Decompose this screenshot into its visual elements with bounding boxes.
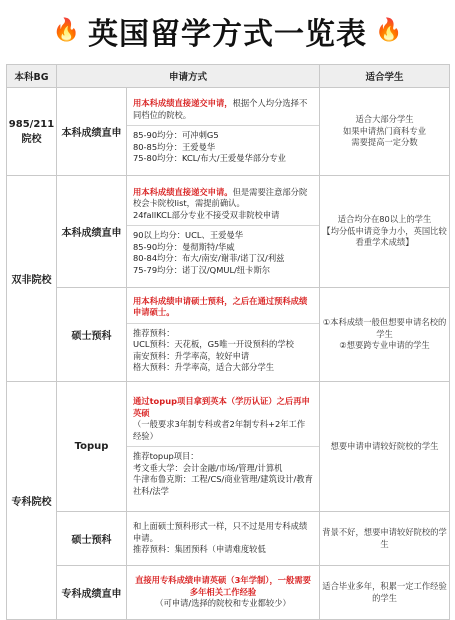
student-cell: 背景不好，想要申请较好院校的学生 bbox=[320, 512, 450, 566]
method-cell: 专科成绩直申 bbox=[57, 566, 127, 620]
page-title: 英国留学方式一览表 bbox=[88, 17, 367, 52]
category-cell: 专科院校 bbox=[7, 382, 57, 620]
method-cell: Topup bbox=[57, 382, 127, 512]
method-cell: 硕士预科 bbox=[57, 288, 127, 382]
header-bg: 本科BG bbox=[7, 65, 57, 88]
student-cell: 适合大部分学生 如果申请热门商科专业 需要提高一定分数 bbox=[320, 88, 450, 176]
fire-icon: 🔥 bbox=[52, 18, 80, 43]
description-cell: 和上面硕士预科形式一样，只不过是用专科成绩申请。 推荐预科：集团预科（申请难度较低 bbox=[127, 512, 320, 566]
method-cell: 本科成绩直申 bbox=[57, 88, 127, 176]
description-cell: 直接用专科成绩申请英硕（3年学制），一般需要多年相关工作经验 （可申请/选择的院校和专业都较少） bbox=[127, 566, 320, 620]
header-student: 适合学生 bbox=[320, 65, 450, 88]
student-cell: ①本科成绩一般但想要申请名校的学生 ②想要跨专业申请的学生 bbox=[320, 288, 450, 382]
description-cell: 通过topup项目拿到英本（学历认证）之后再申英硕 （一般要求3年制专科或者2年制专科+2年工作经验） 推荐topup项目： 考文垂大学：会计金融/市场/管理/计算机 牛津布鲁克斯：工程/CS/商业管理/建筑设计/教育社科/法学 bbox=[127, 382, 320, 512]
title-bar bbox=[0, 0, 455, 62]
description-cell: 用本科成绩直接递交申请。但是需要注意部分院校会卡院校list，需提前确认。 24fallKCL部分专业不接受双非院校申请 90以上均分：UCL、王爱曼华 85-90均分：曼彻斯特/华威 80-84均分：布大/南安/谢菲/诺丁汉/利兹 75-79均分：诺丁汉/QMUL/纽卡斯尔 bbox=[127, 176, 320, 288]
student-cell: 想要申请申请较好院校的学生 bbox=[320, 382, 450, 512]
method-cell: 本科成绩直申 bbox=[57, 176, 127, 288]
header-method: 申请方式 bbox=[57, 65, 320, 88]
description-cell: 用本科成绩直接递交申请，根据个人均分选择不同档位的院校。 85-90均分：可冲刺G5 80-85均分：王爱曼华 75-80均分：KCL/布大/王爱曼华部分专业 bbox=[127, 88, 320, 176]
category-cell: 双非院校 bbox=[7, 176, 57, 382]
fire-icon: 🔥 bbox=[375, 18, 403, 43]
description-cell: 用本科成绩申请硕士预科，之后在通过预科成绩申请硕士。 推荐预科： UCL预科：天花板，G5唯一开设预科的学校 南安预科：升学率高，较好申请 格大预科：升学率高，适合大部分学生 bbox=[127, 288, 320, 382]
study-methods-table bbox=[6, 64, 450, 620]
student-cell: 适合毕业多年，积累一定工作经验的学生 bbox=[320, 566, 450, 620]
method-cell: 硕士预科 bbox=[57, 512, 127, 566]
category-cell: 985/211 院校 bbox=[7, 88, 57, 176]
student-cell: 适合均分在80以上的学生 【均分低申请竞争力小，英国比较看重学术成绩】 bbox=[320, 176, 450, 288]
